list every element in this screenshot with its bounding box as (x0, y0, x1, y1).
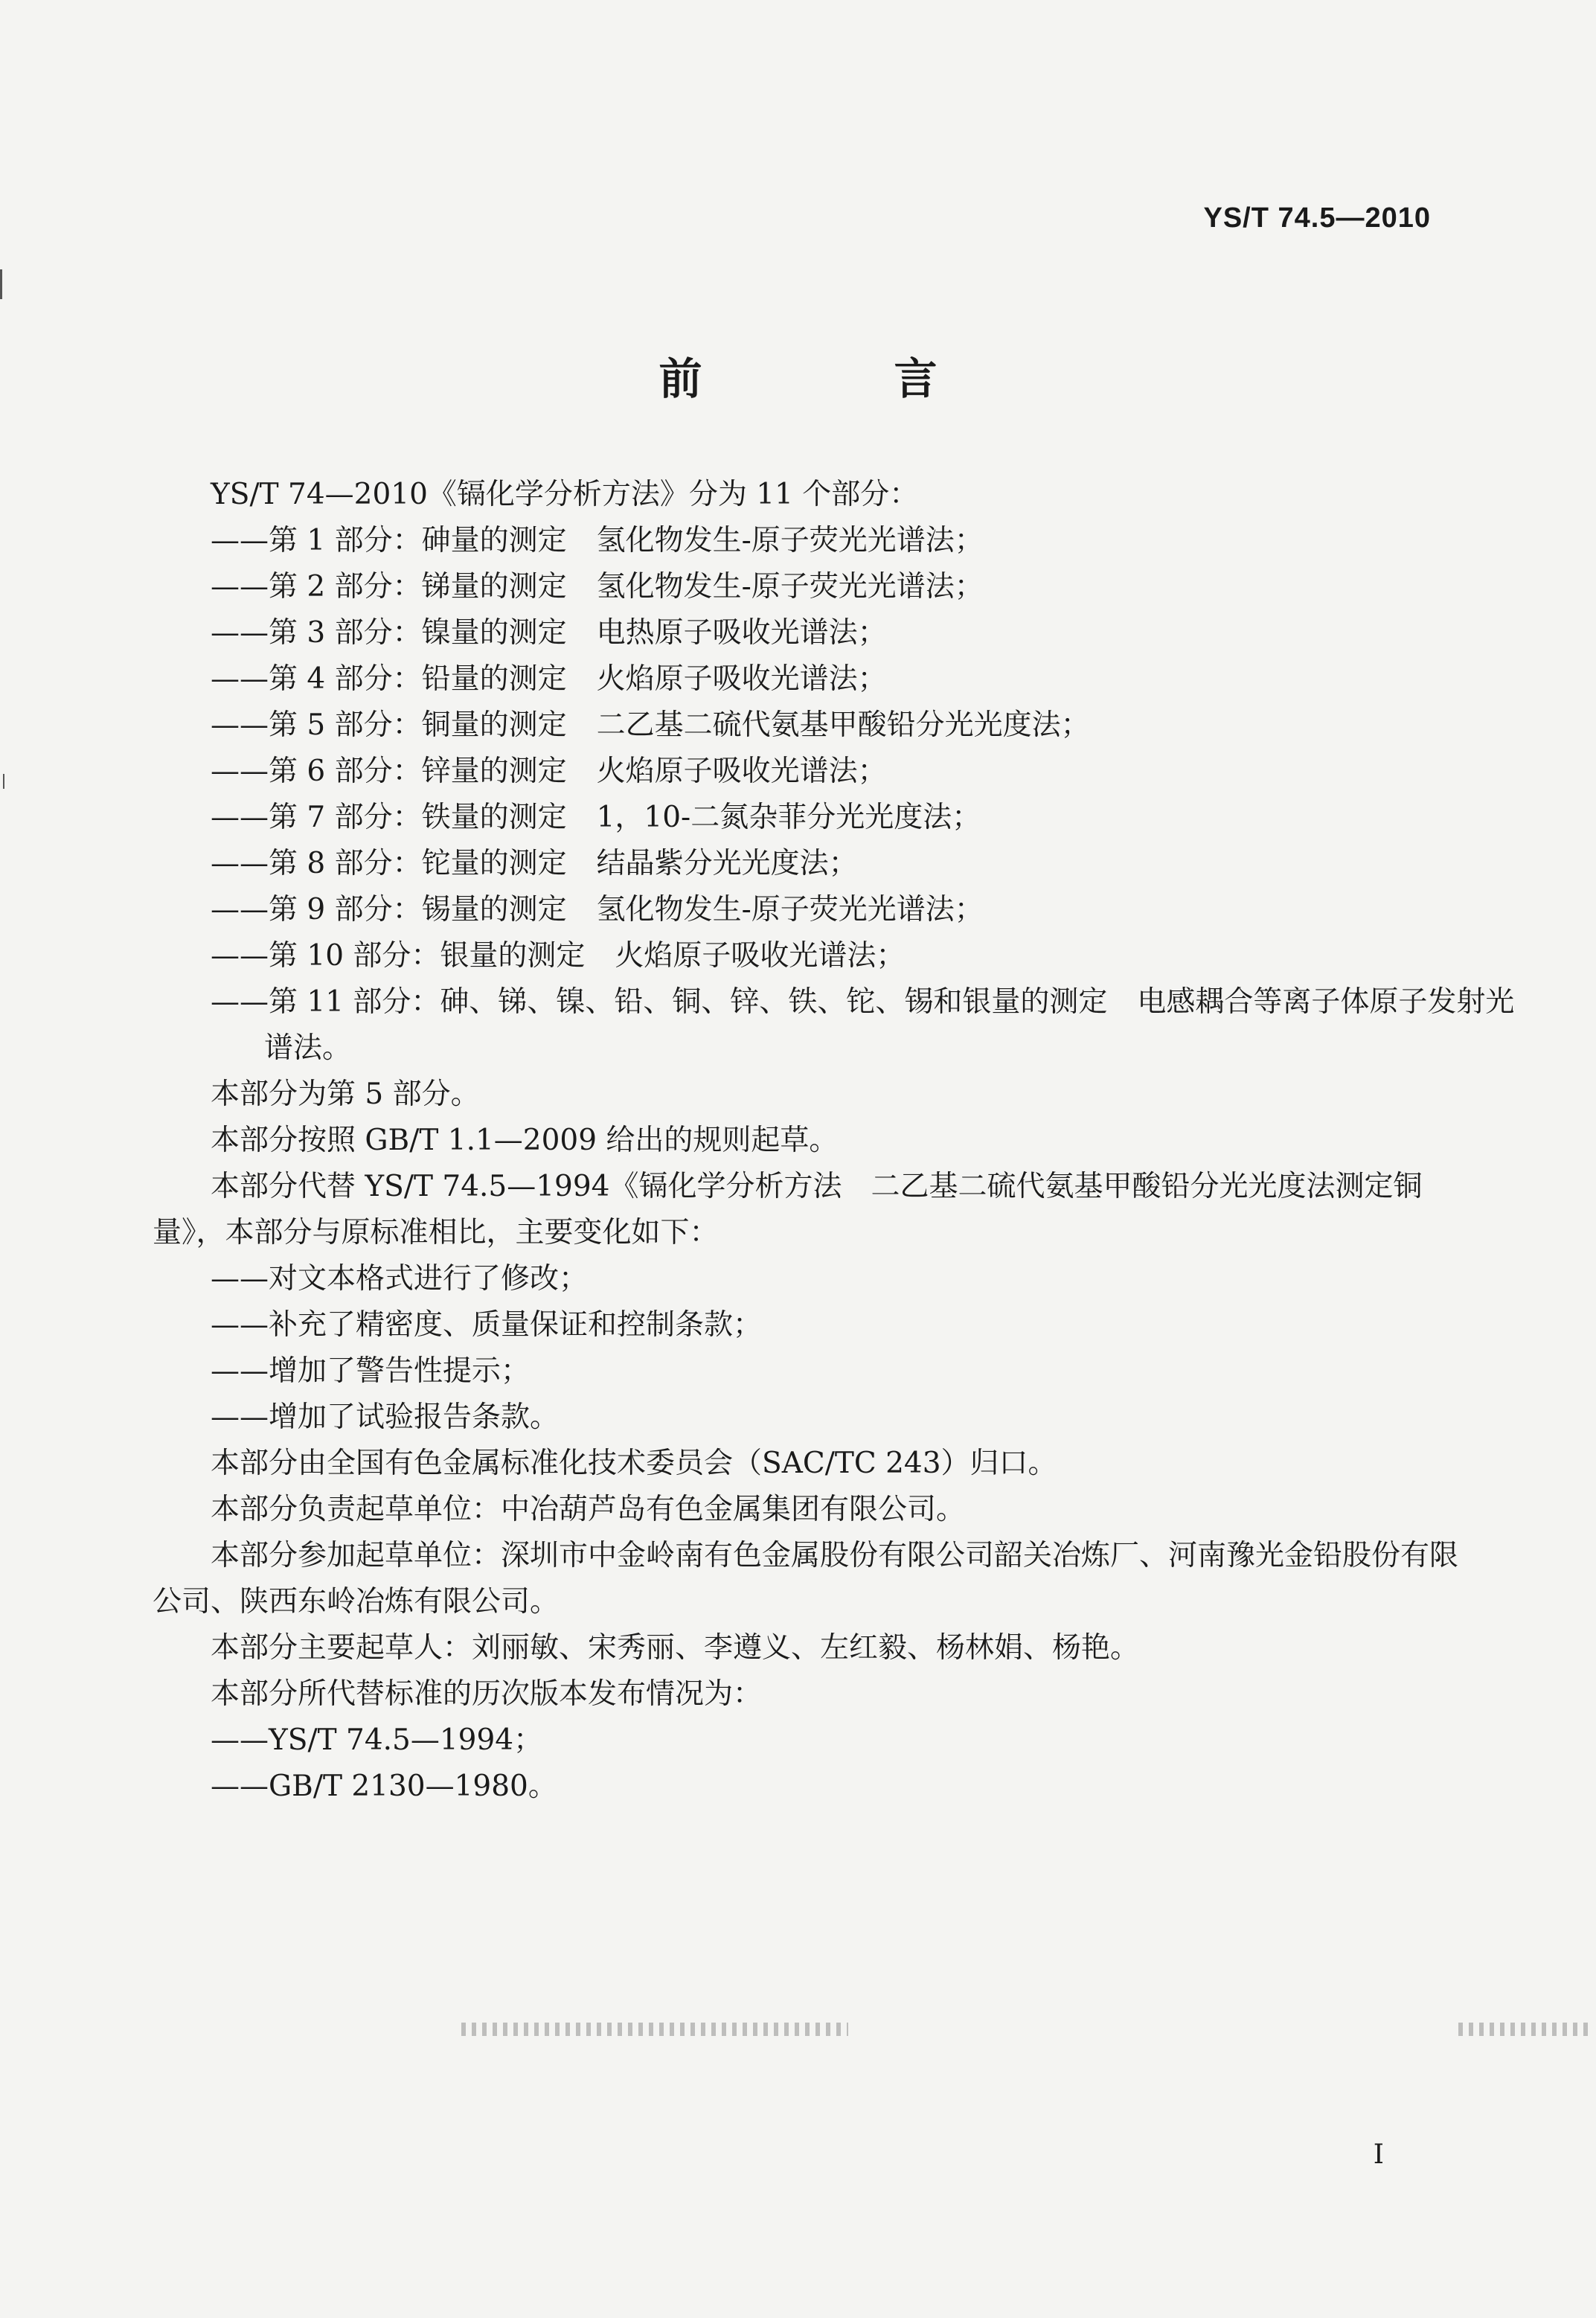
part-method: 1，10-二氮杂菲分光光度法； (596, 801, 981, 834)
part-item (153, 564, 1432, 610)
committee-paragraph: 本部分由全国有色金属标准化技术委员会（SAC/TC 243）归口。 (211, 1447, 1057, 1480)
part-method: 氢化物发生-原子荧光光谱法； (596, 524, 984, 557)
part-label: ——第 9 部分：锡量的测定 (211, 893, 567, 926)
part-method: 二乙基二硫代氨基甲酸铅分光光度法； (596, 708, 1090, 742)
responsible-paragraph: 本部分负责起草单位：中冶葫芦岛有色金属集团有限公司。 (211, 1493, 966, 1526)
change-item: ——补充了精密度、质量保证和控制条款； (211, 1308, 763, 1342)
foreword-body (153, 472, 1515, 1810)
part-item (153, 518, 1432, 564)
part-item (153, 749, 1432, 795)
part-label: ——第 2 部分：锑量的测定 (211, 570, 567, 603)
part-method: 氢化物发生-原子荧光光谱法； (596, 570, 984, 603)
part-item (153, 887, 1432, 933)
part-label: ——第 1 部分：砷量的测定 (211, 524, 567, 557)
scan-noise (1458, 2023, 1592, 2036)
standard-code: YS/T 74.5—2010 (1203, 202, 1431, 234)
part-label: ——第 10 部分：银量的测定 (211, 939, 586, 973)
history-intro-paragraph: 本部分所代替标准的历次版本发布情况为： (211, 1677, 763, 1711)
part-label: ——第 4 部分：铅量的测定 (211, 662, 567, 696)
part-label: ——第 11 部分：砷、锑、镍、铅、铜、锌、铁、铊、锡和银量的测定 (211, 985, 1108, 1019)
part-item (153, 979, 1515, 1025)
part-method: 电热原子吸收光谱法； (596, 616, 887, 650)
drafters-paragraph: 本部分主要起草人：刘丽敏、宋秀丽、李遵义、左红毅、杨林娟、杨艳。 (211, 1631, 1140, 1665)
part-item-continuation: 谱法。 (264, 1031, 352, 1065)
replaces-paragraph-cont: 量》，本部分与原标准相比，主要变化如下： (153, 1216, 719, 1249)
part-label: ——第 7 部分：铁量的测定 (211, 801, 567, 834)
participants-paragraph: 本部分参加起草单位：深圳市中金岭南有色金属股份有限公司韶关冶炼厂、河南豫光金铅股份有限 (211, 1539, 1459, 1572)
drafting-rules-paragraph: 本部分按照 GB/T 1.1—2009 给出的规则起草。 (211, 1124, 839, 1157)
page-number: I (1373, 2139, 1384, 2170)
part-label: ——第 5 部分：铜量的测定 (211, 708, 567, 742)
part-method: 火焰原子吸收光谱法； (596, 662, 887, 696)
part-method: 电感耦合等离子体原子发射光 (1137, 985, 1515, 1019)
part-method: 氢化物发生-原子荧光光谱法； (596, 893, 984, 926)
part-label: ——第 6 部分：锌量的测定 (211, 755, 567, 788)
change-item: ——增加了试验报告条款。 (211, 1400, 560, 1434)
part-label: ——第 8 部分：铊量的测定 (211, 847, 567, 880)
part-method: 火焰原子吸收光谱法； (596, 755, 887, 788)
intro-paragraph: YS/T 74—2010《镉化学分析方法》分为 11 个部分： (211, 478, 919, 511)
this-part-paragraph: 本部分为第 5 部分。 (211, 1078, 480, 1111)
scan-artifact (0, 269, 2, 299)
scan-noise (461, 2023, 848, 2036)
change-item: ——对文本格式进行了修改； (211, 1262, 589, 1296)
part-item (153, 841, 1432, 887)
history-item: ——GB/T 2130—1980。 (211, 1770, 557, 1803)
part-item (153, 610, 1432, 656)
part-method: 结晶紫分光光度法； (596, 847, 858, 880)
part-item (153, 933, 1432, 979)
replaces-paragraph: 本部分代替 YS/T 74.5—1994《镉化学分析方法 二乙基二硫代氨基甲酸铅分光光度法测定铜 (211, 1170, 1423, 1203)
history-item: ——YS/T 74.5—1994； (211, 1723, 543, 1757)
change-item: ——增加了警告性提示； (211, 1354, 531, 1388)
scan-artifact (3, 774, 4, 789)
part-item (153, 702, 1432, 749)
page-title: 前 言 (658, 353, 1012, 404)
part-item (153, 656, 1432, 702)
participants-paragraph-cont: 公司、陕西东岭冶炼有限公司。 (153, 1585, 560, 1619)
part-method: 火焰原子吸收光谱法； (615, 939, 906, 973)
part-item (153, 795, 1432, 841)
part-label: ——第 3 部分：镍量的测定 (211, 616, 567, 650)
